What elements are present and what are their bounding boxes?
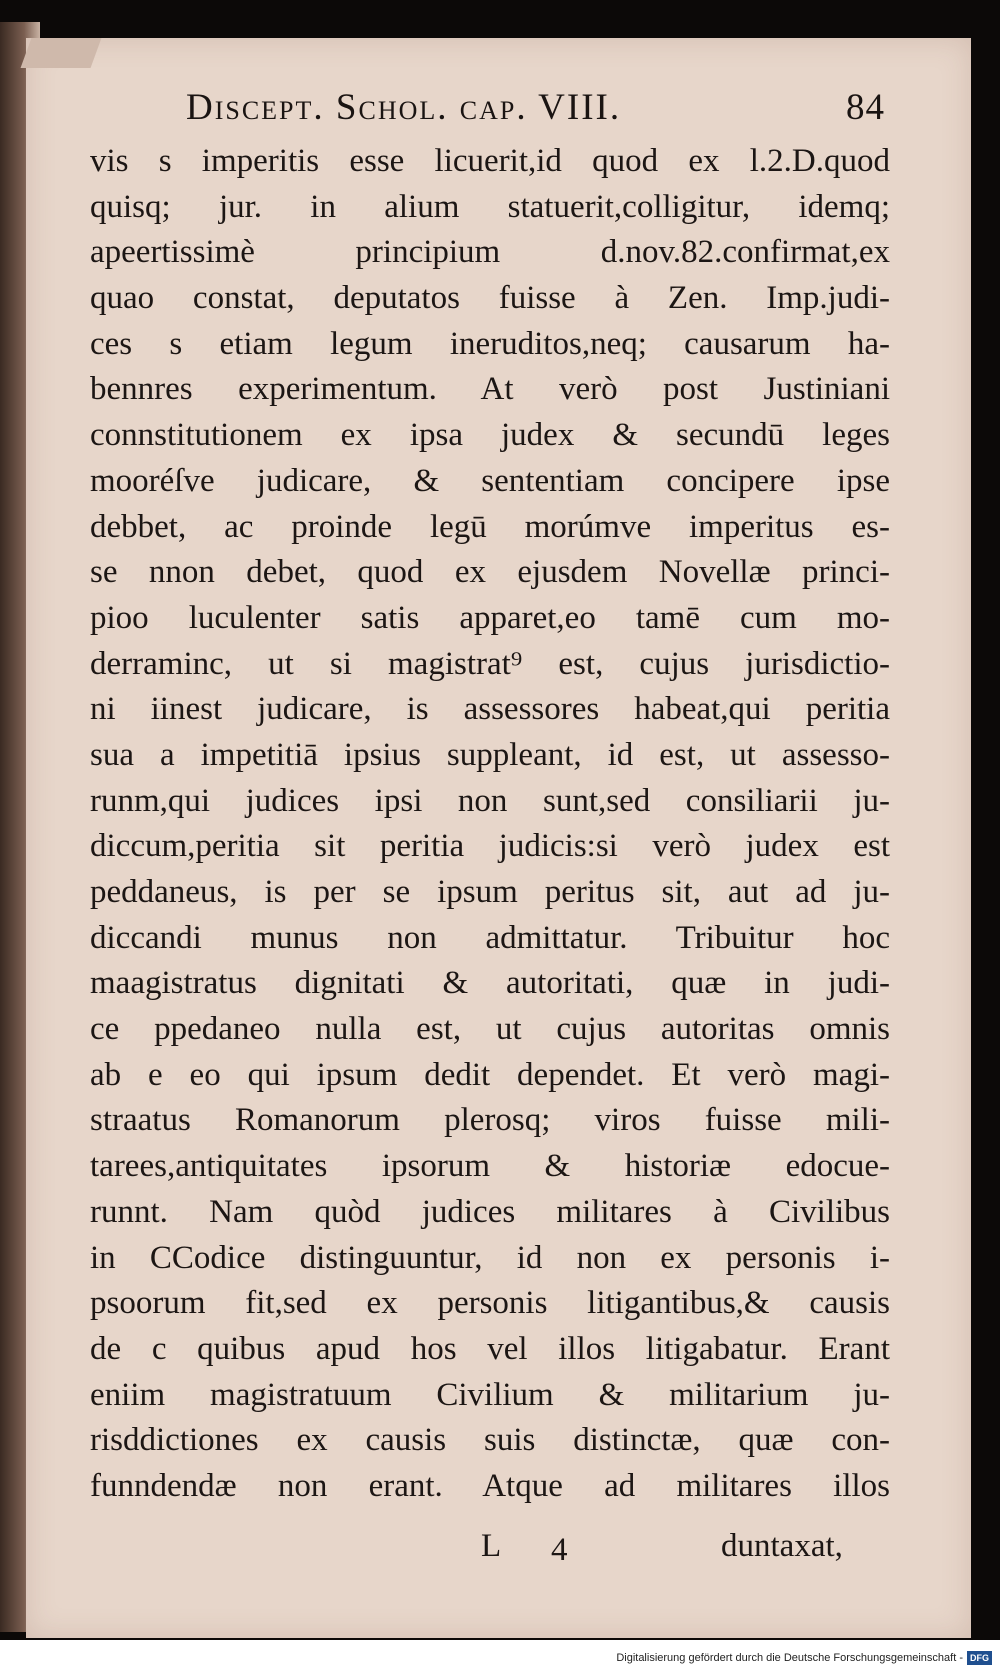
text-line: quisq; jur. in alium statuerit,colligitur, idemq; xyxy=(90,188,890,225)
text-line: mooréſve judicare, & sententiam concipere ipse xyxy=(90,462,890,499)
page-number: 84 xyxy=(846,87,885,128)
text-line: se nnon debet, quod ex ejusdem Novellæ princi- xyxy=(90,554,890,591)
text-line: diccum,peritia sit peritia judicis:si verò judex est xyxy=(90,828,890,865)
page-corner-tab xyxy=(21,38,102,68)
signature-row xyxy=(481,1528,901,1572)
book-page xyxy=(26,38,971,1638)
running-head-title: Discept. Schol. cap. VIII. xyxy=(186,87,622,128)
text-line: funndendæ non erant. Atque ad militares illos xyxy=(90,1467,890,1504)
text-line: de c quibus apud hos vel illos litigabatur. Erant xyxy=(90,1330,890,1367)
running-head xyxy=(186,86,886,136)
text-line: risddictiones ex causis suis distinctæ, quæ con- xyxy=(90,1422,890,1459)
text-line: sua a impetitiā ipsius suppleant, id est, ut assesso- xyxy=(90,736,890,773)
text-line: pioo luculenter satis apparet,eo tamē cum mo- xyxy=(90,599,890,636)
text-line: bennres experimentum. At verò post Justiniani xyxy=(90,371,890,408)
body-text xyxy=(90,139,890,1510)
text-line: apeertissimè principium d.nov.82.confirmat,ex xyxy=(90,234,890,271)
catchword: duntaxat, xyxy=(721,1528,843,1564)
text-line: ces s etiam legum ineruditos,neq; causarum ha- xyxy=(90,325,890,362)
text-line: quao constat, deputatos fuisse à Zen. Imp.judi- xyxy=(90,280,890,317)
text-line: runm,qui judices ipsi non sunt,sed consiliarii ju- xyxy=(90,782,890,819)
dfg-logo-icon[interactable]: DFG xyxy=(967,1651,992,1665)
text-line: in CCodice distinguuntur, id non ex personis i- xyxy=(90,1239,890,1276)
text-line: runnt. Nam quòd judices militares à Civilibus xyxy=(90,1193,890,1230)
text-line: ni iinest judicare, is assessores habeat,qui peritia xyxy=(90,691,890,728)
text-line: eniim magistratuum Civilium & militarium ju- xyxy=(90,1376,890,1413)
text-line: peddaneus, is per se ipsum peritus sit, aut ad ju- xyxy=(90,874,890,910)
text-line: diccandi munus non admittatur. Tribuitur hoc xyxy=(90,919,890,956)
text-line: tarees,antiquitates ipsorum & historiæ edocue- xyxy=(90,1148,890,1185)
text-line: vis s imperitis esse licuerit,id quod ex l.2.D.quod xyxy=(90,143,890,179)
text-line: psoorum fit,sed ex personis litigantibus,& causis xyxy=(90,1285,890,1322)
text-line: debbet, ac proinde legū morúmve imperitus es- xyxy=(90,508,890,545)
text-line: ce ppedaneo nulla est, ut cujus autoritas omnis xyxy=(90,1011,890,1048)
signature-number: 4 xyxy=(551,1532,568,1568)
signature-mark: L xyxy=(481,1528,502,1564)
text-line: straatus Romanorum plerosq; viros fuisse mili- xyxy=(90,1102,890,1139)
credit-text: Digitalisierung gefördert durch die Deutsche Forschungsgemeinschaft - xyxy=(616,1652,963,1664)
text-line: ab e eo qui ipsum dedit dependet. Et verò magi- xyxy=(90,1056,890,1093)
text-line: derraminc, ut si magistrat⁹ est, cujus jurisdictio- xyxy=(90,645,890,682)
digitization-credit xyxy=(616,1650,992,1666)
text-line: connstitutionem ex ipsa judex & secundū leges xyxy=(90,417,890,454)
text-line: maagistratus dignitati & autoritati, quæ in judi- xyxy=(90,965,890,1002)
